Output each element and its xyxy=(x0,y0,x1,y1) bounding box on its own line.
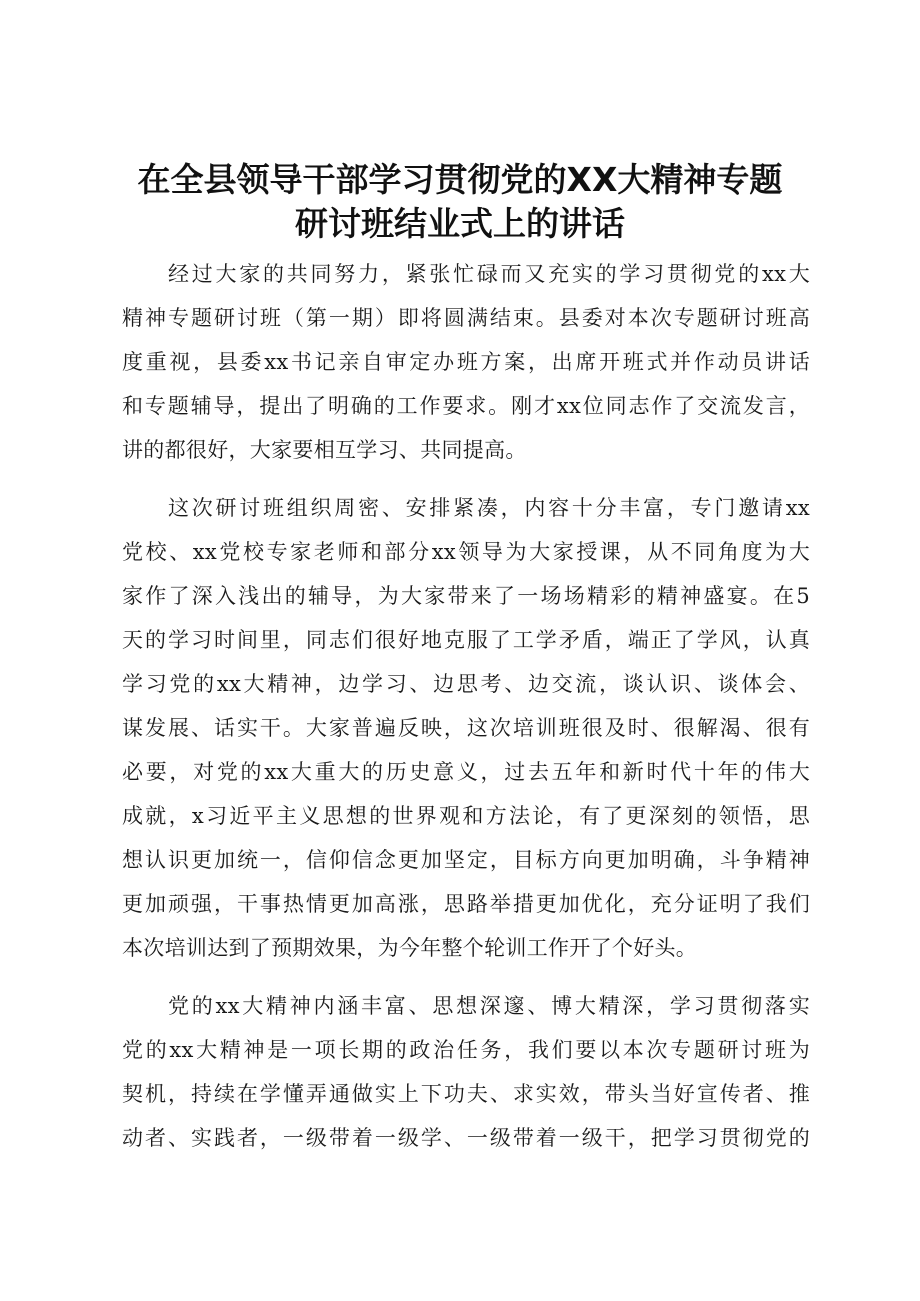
paragraph-line: 讲的都很好，大家要相互学习、共同提高。 xyxy=(122,438,527,462)
paragraph-line: 学习党的xx大精神，边学习、边思考、边交流，谈认识、谈体会、 xyxy=(122,672,810,696)
document-title xyxy=(100,158,820,246)
paragraph-1 xyxy=(122,252,810,472)
paragraph-line: 这次研讨班组织周密、安排紧凑，内容十分丰富，专门邀请xx xyxy=(168,496,810,520)
paragraph-line: 精神专题研讨班（第一期）即将圆满结束。县委对本次专题研讨班高 xyxy=(122,306,810,330)
paragraph-line: 家作了深入浅出的辅导，为大家带来了一场场精彩的精神盛宴。在5 xyxy=(122,584,810,608)
paragraph-line: 和专题辅导，提出了明确的工作要求。刚才xx位同志作了交流发言， xyxy=(122,394,810,418)
paragraph-2 xyxy=(122,486,810,970)
paragraph-line: 天的学习时间里，同志们很好地克服了工学矛盾，端正了学风，认真 xyxy=(122,628,810,652)
paragraph-3 xyxy=(122,984,810,1160)
paragraph-line: 党的xx大精神内涵丰富、思想深邃、博大精深，学习贯彻落实 xyxy=(168,994,810,1018)
paragraph-line: 度重视，县委xx书记亲自审定办班方案，出席开班式并作动员讲话 xyxy=(122,350,810,374)
document-body xyxy=(122,252,810,1174)
paragraph-line: 经过大家的共同努力，紧张忙碌而又充实的学习贯彻党的xx大 xyxy=(168,262,810,286)
paragraph-line: 党校、xx党校专家老师和部分xx领导为大家授课，从不同角度为大 xyxy=(122,540,810,564)
paragraph-line: 谋发展、话实干。大家普遍反映，这次培训班很及时、很解渴、很有 xyxy=(122,716,810,740)
paragraph-line: 想认识更加统一，信仰信念更加坚定，目标方向更加明确，斗争精神 xyxy=(122,848,810,872)
paragraph-line: 更加顽强，干事热情更加高涨，思路举措更加优化，充分证明了我们 xyxy=(122,892,810,916)
title-line-2: 研讨班结业式上的讲话 xyxy=(295,204,625,243)
title-line-1: 在全县领导干部学习贯彻党的XX大精神专题 xyxy=(137,160,783,199)
paragraph-line: 成就，x习近平主义思想的世界观和方法论，有了更深刻的领悟，思 xyxy=(122,804,810,828)
paragraph-line: 本次培训达到了预期效果，为今年整个轮训工作开了个好头。 xyxy=(122,936,698,960)
paragraph-line: 党的xx大精神是一项长期的政治任务，我们要以本次专题研讨班为 xyxy=(122,1038,810,1062)
paragraph-line: 契机，持续在学懂弄通做实上下功夫、求实效，带头当好宣传者、推 xyxy=(122,1082,810,1106)
paragraph-line: 动者、实践者，一级带着一级学、一级带着一级干，把学习贯彻党的 xyxy=(122,1126,810,1150)
paragraph-line: 必要，对党的xx大重大的历史意义，过去五年和新时代十年的伟大 xyxy=(122,760,810,784)
